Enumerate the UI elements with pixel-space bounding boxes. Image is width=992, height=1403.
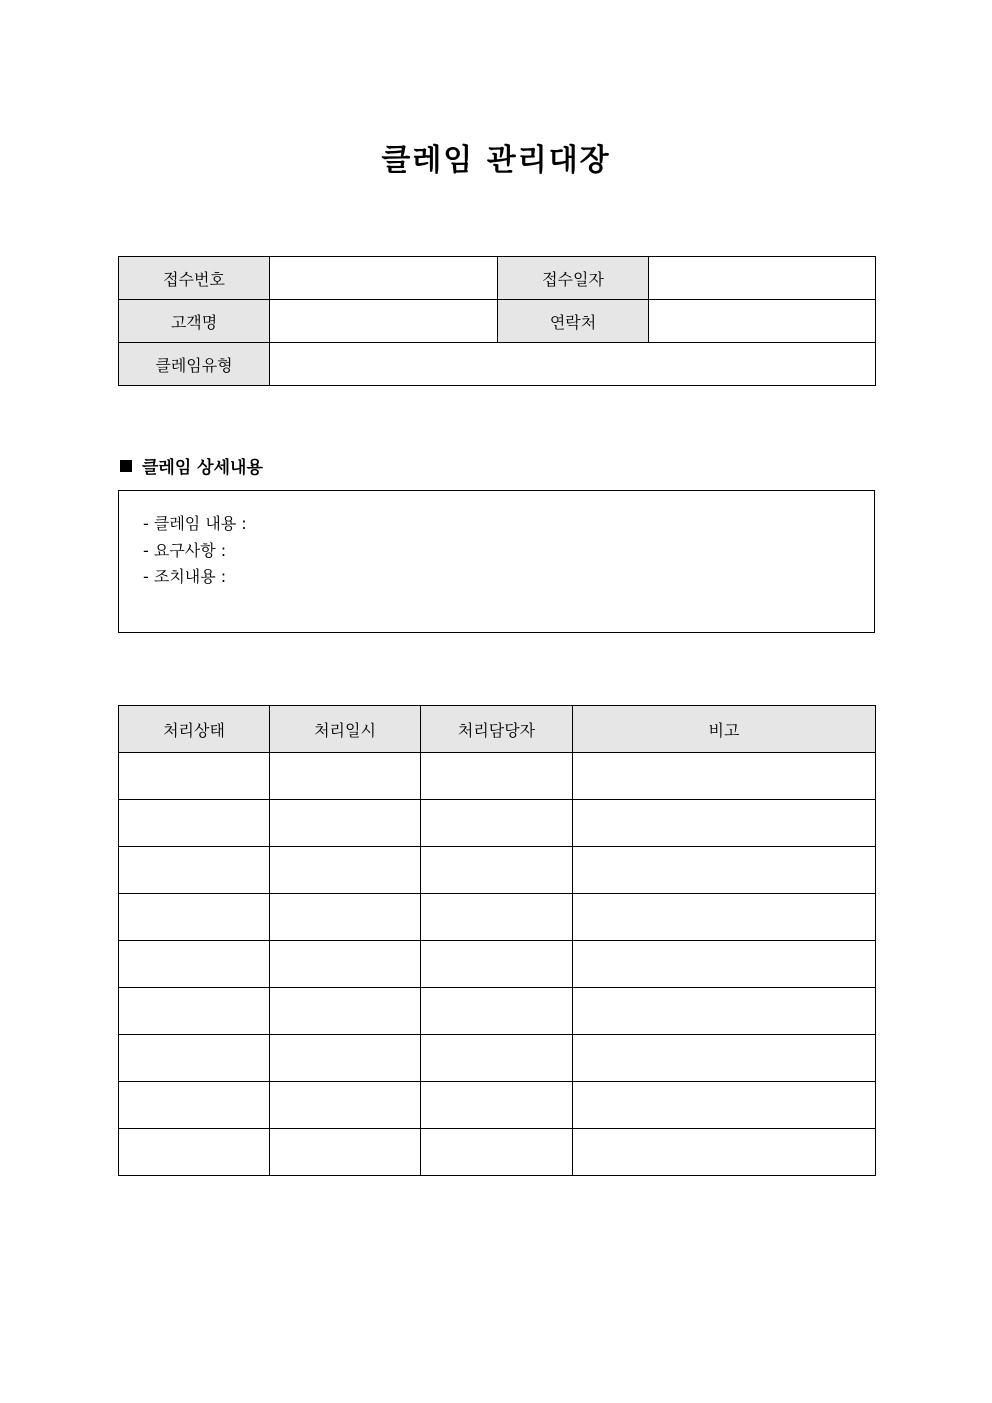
datetime-cell[interactable] — [270, 753, 421, 800]
datetime-cell[interactable] — [270, 941, 421, 988]
remarks-cell[interactable] — [573, 894, 876, 941]
datetime-cell[interactable] — [270, 847, 421, 894]
status-cell[interactable] — [119, 847, 270, 894]
requirement-line: - 요구사항 : — [143, 540, 227, 560]
remarks-cell[interactable] — [573, 1082, 876, 1129]
datetime-cell[interactable] — [270, 1035, 421, 1082]
claim-type-field[interactable] — [270, 343, 876, 386]
reception-no-field[interactable] — [270, 257, 498, 300]
table-row — [119, 343, 876, 386]
section-heading — [118, 453, 263, 478]
status-cell[interactable] — [119, 753, 270, 800]
process-history-table — [118, 705, 876, 1176]
action-line: - 조치내용 : — [143, 567, 227, 586]
status-cell[interactable] — [119, 988, 270, 1035]
manager-cell[interactable] — [421, 894, 573, 941]
contact-label: 연락처 — [498, 300, 649, 343]
reception-no-label: 접수번호 — [119, 257, 270, 300]
reception-info-table — [118, 256, 876, 386]
manager-cell[interactable] — [421, 847, 573, 894]
table-row — [119, 753, 876, 800]
status-cell[interactable] — [119, 1129, 270, 1176]
datetime-cell[interactable] — [270, 988, 421, 1035]
status-cell[interactable] — [119, 800, 270, 847]
remarks-cell[interactable] — [573, 800, 876, 847]
table-row — [119, 300, 876, 343]
claim-type-label: 클레임유형 — [119, 343, 270, 386]
table-row — [119, 847, 876, 894]
datetime-cell[interactable] — [270, 894, 421, 941]
column-header-remarks: 비고 — [573, 706, 876, 753]
table-header-row — [119, 706, 876, 753]
table-row — [119, 257, 876, 300]
table-row — [119, 800, 876, 847]
remarks-cell[interactable] — [573, 847, 876, 894]
claim-detail-box[interactable] — [118, 490, 875, 633]
manager-cell[interactable] — [421, 1129, 573, 1176]
manager-cell[interactable] — [421, 941, 573, 988]
column-header-manager: 처리담당자 — [421, 706, 573, 753]
reception-date-field[interactable] — [649, 257, 876, 300]
status-cell[interactable] — [119, 1035, 270, 1082]
column-header-status: 처리상태 — [119, 706, 270, 753]
status-cell[interactable] — [119, 894, 270, 941]
status-cell[interactable] — [119, 1082, 270, 1129]
remarks-cell[interactable] — [573, 1035, 876, 1082]
remarks-cell[interactable] — [573, 1129, 876, 1176]
remarks-cell[interactable] — [573, 941, 876, 988]
customer-name-label: 고객명 — [119, 300, 270, 343]
status-cell[interactable] — [119, 941, 270, 988]
datetime-cell[interactable] — [270, 800, 421, 847]
manager-cell[interactable] — [421, 1035, 573, 1082]
filled-square-icon — [120, 460, 132, 472]
datetime-cell[interactable] — [270, 1082, 421, 1129]
manager-cell[interactable] — [421, 1082, 573, 1129]
table-row — [119, 941, 876, 988]
table-row — [119, 1035, 876, 1082]
remarks-cell[interactable] — [573, 753, 876, 800]
manager-cell[interactable] — [421, 800, 573, 847]
contact-field[interactable] — [649, 300, 876, 343]
column-header-datetime: 처리일시 — [270, 706, 421, 753]
customer-name-field[interactable] — [270, 300, 498, 343]
manager-cell[interactable] — [421, 988, 573, 1035]
remarks-cell[interactable] — [573, 988, 876, 1035]
table-row — [119, 894, 876, 941]
table-row — [119, 988, 876, 1035]
datetime-cell[interactable] — [270, 1129, 421, 1176]
table-row — [119, 1082, 876, 1129]
manager-cell[interactable] — [421, 753, 573, 800]
claim-content-line: - 클레임 내용 : — [143, 514, 247, 533]
section-heading-label: 클레임 상세내용 — [142, 458, 263, 478]
table-row — [119, 1129, 876, 1176]
page-title: 클레임 관리대장 — [381, 143, 611, 178]
reception-date-label: 접수일자 — [498, 257, 649, 300]
